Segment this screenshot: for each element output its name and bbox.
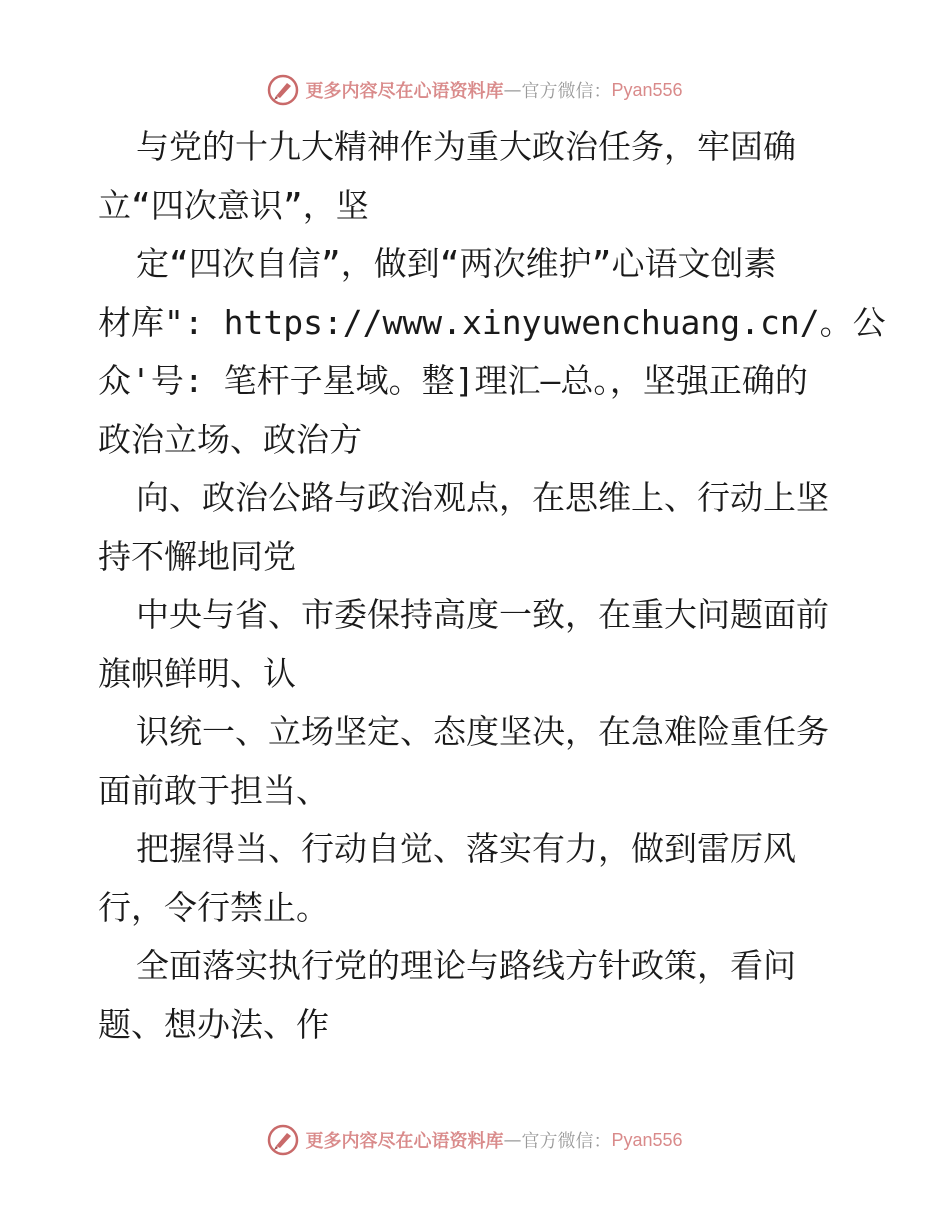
text-line: 中央与省、市委保持高度一致，在重大问题面前 [136, 595, 829, 634]
text-line: 面前敢于担当、 [98, 770, 329, 810]
header-banner [0, 70, 950, 110]
text-line: 定“四次自信”，做到“两次维护”心语文创素 [136, 244, 777, 283]
text-line: 旗帜鲜明、认 [98, 653, 296, 693]
text-line: 立“四次意识”，坚 [98, 185, 369, 225]
text-line: 行，令行禁止。 [98, 887, 329, 927]
footer-separator: — [503, 1129, 522, 1151]
text-line: 识统一、立场坚定、态度坚决，在急难险重任务 [136, 712, 829, 751]
text-line: 与党的十九大精神作为重大政治任务，牢固确 [136, 127, 796, 166]
footer-wechat-label: 官方微信： [521, 1131, 612, 1152]
header-site-name: 更多内容尽在心语资料库 [305, 81, 504, 102]
document-body [98, 118, 888, 1054]
red-quill-logo-icon [267, 1124, 299, 1156]
text-line: 政治立场、政治方 [98, 419, 362, 459]
red-quill-logo-icon [267, 74, 299, 106]
header-wechat-id: Pyan556 [611, 79, 683, 100]
footer-site-name: 更多内容尽在心语资料库 [305, 1131, 504, 1152]
text-line: 持不懈地同党 [98, 536, 296, 576]
footer-wechat-id: Pyan556 [611, 1129, 683, 1150]
footer-banner [0, 1120, 950, 1160]
text-line: 题、想办法、作 [98, 1004, 329, 1044]
text-line: 向、政治公路与政治观点，在思维上、行动上坚 [136, 478, 829, 517]
text-line: 全面落实执行党的理论与路线方针政策，看问 [136, 946, 796, 985]
header-separator: — [503, 79, 522, 101]
header-wechat-label: 官方微信： [521, 81, 612, 102]
text-line: 材库": https://www.xinyuwenchuang.cn/。公 [98, 302, 886, 342]
text-line: 把握得当、行动自觉、落实有力，做到雷厉风 [136, 829, 796, 868]
text-line: 众'号: 笔杆子星域。整]理汇—总。，坚强正确的 [98, 361, 808, 400]
